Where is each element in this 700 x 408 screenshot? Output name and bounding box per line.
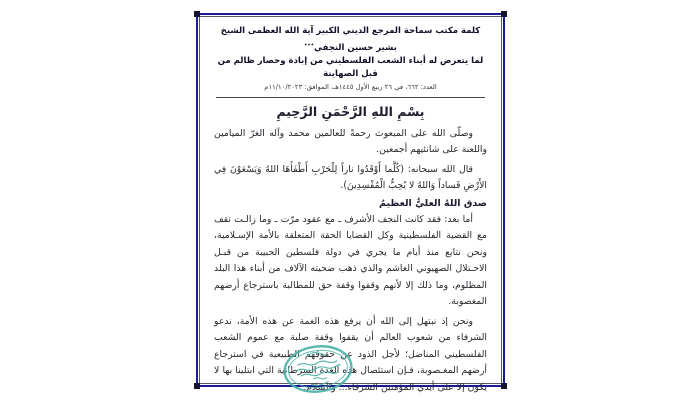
header-title-line2: لما يتعرض له أبناء الشعب الفلسطيني من إبادة وحصار ظالم من قبل الصهاينة [217,55,484,79]
paragraph-statement-2: ونحن إذ نبتهل إلى الله أن يرفع هذه الغمة عن هذه الأمة، ندعو الشرفاء من شعوب العالم أن يقفوا وقفة صلبة مع عموم الشعب الفلسطيني المناضل؛ لأجل الذود عن حقوقهم الطبيعية في استرجاع أرضهم المغـصوبة، فـإن استئصال هذه الغدة السرطانية التي ابتلينا بها لا يكون إلا على أيدي المؤمنين الشرفاء... والسلام. [214,315,487,393]
paragraph-salawat: وصلّى الله على المبعوث رحمةً للعالمين محمد وآله الغرّ الميامين واللعنة على شانئيهم أجمعين. [214,127,487,156]
statement-document [196,13,505,393]
issue-number-date-line: العدد: ٦٦٢، في ٢٦ ربيع الأول ١٤٤٥هـ، الموافق: ١١/١٠/٢٠٢٣م [264,82,437,91]
header-title-marks: ٭٭٭ [304,41,314,48]
paragraph-sadaqa-allah: صدق اللهُ العليُّ العظيمُ [379,197,487,209]
header-title-text: كلمة مكتب سماحة المرجع الديني الكبير آية الله العظمى الشيخ بشير حسين النجفي [220,26,481,53]
office-seal-stamp-icon [279,340,357,398]
paragraph-statement-1: أما بعد: فقد كانت النجف الأشرف ـ مع عقود مرّت ـ وما زالـت تقف مع القضية الفلسطينية وكل القضايا الحقة المتعلقة بالأمة الإسـلامية، ونحن نتابع منذ أيام ما يجري في دولة فلسطين الحبيبة من قبـل الاحـتلال الصهيوني الغاشم والذي ذهب ضحيته الآلاف من أبناء هذا البلد المظلوم، وما ذلك إلا لأنهم وقفوا وقفة حق للمطالبة باسترجاع أرضهم المغصوبة. [214,213,487,308]
basmala-line: بِسْمِ اللهِ الرَّحْمَنِ الرَّحِيمِ [276,103,425,119]
header-title-line1 [214,25,487,55]
header-divider [216,97,485,98]
paragraph-quran-verse: قال الله سبحانه: (كُلَّما أَوْقَدُوا ناراً لِلْحَرْبِ أَطْفَأَهَا اللهُ وَيَسْعَوْنَ فِي الأَرْضِ فَساداً وَاللهُ لا يُحِبُّ الْمُفْسِدِينَ). [214,163,487,192]
